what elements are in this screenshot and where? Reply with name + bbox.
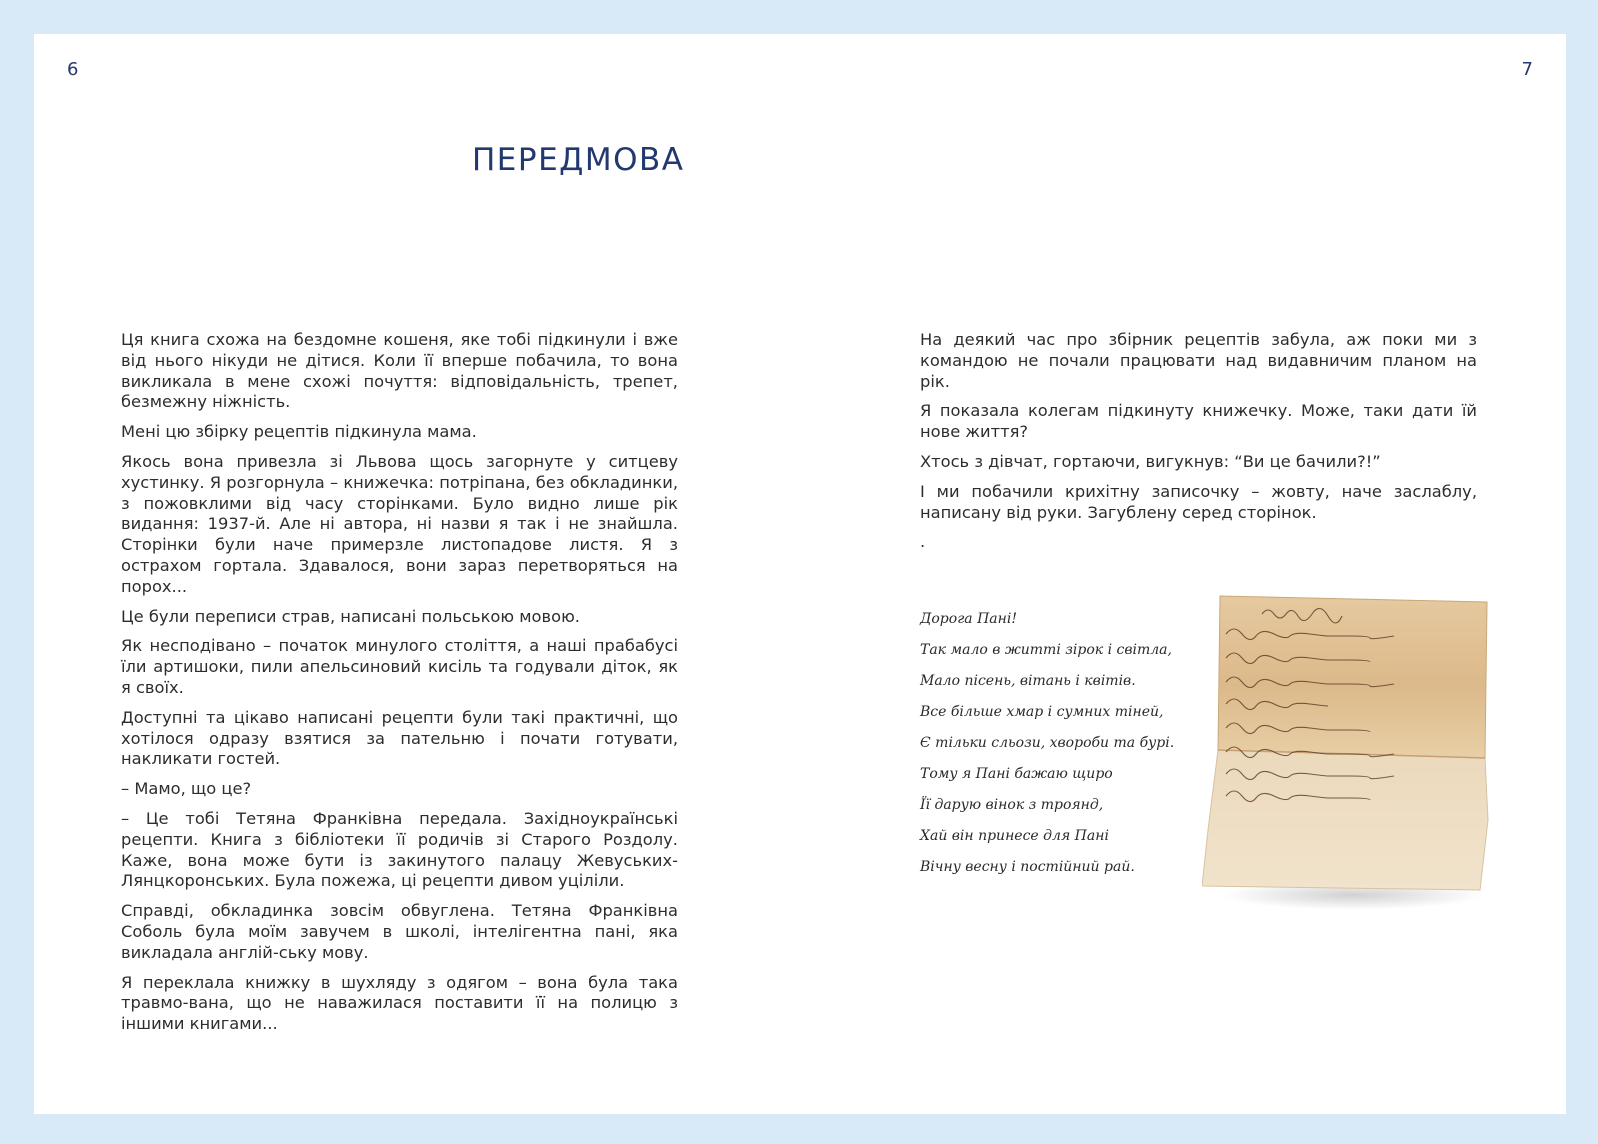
page-number-left: 6 [67,59,79,80]
paragraph: На деякий час про збірник рецептів забула, аж поки ми з командою не почали працювати над видавничим планом на рік. [920,330,1477,391]
poem-line: Все більше хмар і сумних тіней, [920,704,1164,720]
paragraph: . [920,532,926,552]
paragraph: Я переклала книжку в шухляду з одягом – вона була така травмо-вана, що не наважилася поставити її на полицю з іншими книгами... [121,972,678,1034]
page-number-right: 7 [1521,59,1533,80]
paragraph: – Це тобі Тетяна Франківна передала. Західноукраїнські рецепти. Книга з бібліотеки її родичів зі Старого Роздолу. Каже, вона може бути із закинутого палацу Жевуських-Лянцкоронських. Була пожежа, ці рецепти дивом уціліли. [121,808,678,891]
handwritten-note-image [1202,590,1492,910]
paragraph: Доступні та цікаво написані рецепти були такі практичні, що хотілося одразу взятися за пательню і почати готувати, накликати гостей. [121,707,678,769]
poem-line: Мало пісень, вітань і квітів. [920,673,1136,689]
paragraph: Мені цю збірку рецептів підкинула мама. [121,422,477,442]
poem-translation [920,604,1175,883]
poem-line: Так мало в житті зірок і світла, [920,642,1172,658]
poem-line: Є тільки сльози, хвороби та бурі. [920,735,1175,751]
paragraph: Як несподівано – початок минулого століття, а наші прабабусі їли артишоки, пили апельсиновий кисіль та годували діток, як я своїх. [121,636,678,697]
paragraph: Справді, обкладинка зовсім обвуглена. Тетяна Франківна Соболь була моїм завучем в школі, інтелігентна пані, яка викладала англій-ську мову. [121,901,678,962]
poem-line: Її дарую вінок з троянд, [920,797,1104,813]
paragraph: – Мамо, що це? [121,779,252,799]
poem-line: Хай він принесе для Пані [920,828,1109,844]
poem-line: Вічну весну і постійний рай. [920,859,1135,875]
book-spread [34,34,1566,1114]
handwritten-note-photo [1202,590,1492,910]
paragraph: Якось вона привезла зі Львова щось загорнуте у ситцеву хустинку. Я розгорнула – книжечка: потріпана, без обкладинки, з пожовклими від часу сторінками. Було видно лише рік видання: 1937-й. Але ні автора, ні назви я так і не знайшла. Сторінки були наче примерзле листопадове листя. Я з острахом гортала. Здавалося, вони зараз перетворяться на порох... [121,451,678,596]
paragraph: Хтось з дівчат, гортаючи, вигукнув: “Ви це бачили?!” [920,451,1381,471]
left-column-text [121,330,678,1044]
paragraph: Це були переписи страв, написані польською мовою. [121,606,580,626]
page-title: ПЕРЕДМОВА [472,142,685,178]
poem-line: Дорога Пані! [920,611,1017,627]
paragraph: Я показала колегам підкинуту книжечку. Може, таки дати їй нове життя? [920,401,1477,442]
paragraph: І ми побачили крихітну записочку – жовту, наче заслаблу, написану від руки. Загублену серед сторінок. [920,481,1477,522]
paragraph: Ця книга схожа на бездомне кошеня, яке тобі підкинули і вже від нього нікуди не дітися. Коли її вперше побачила, то вона викликала в мене схожі почуття: відповідальність, трепет, безмежну ніжність. [121,330,678,412]
right-column-text [920,330,1477,562]
poem-line: Тому я Пані бажаю щиро [920,766,1113,782]
